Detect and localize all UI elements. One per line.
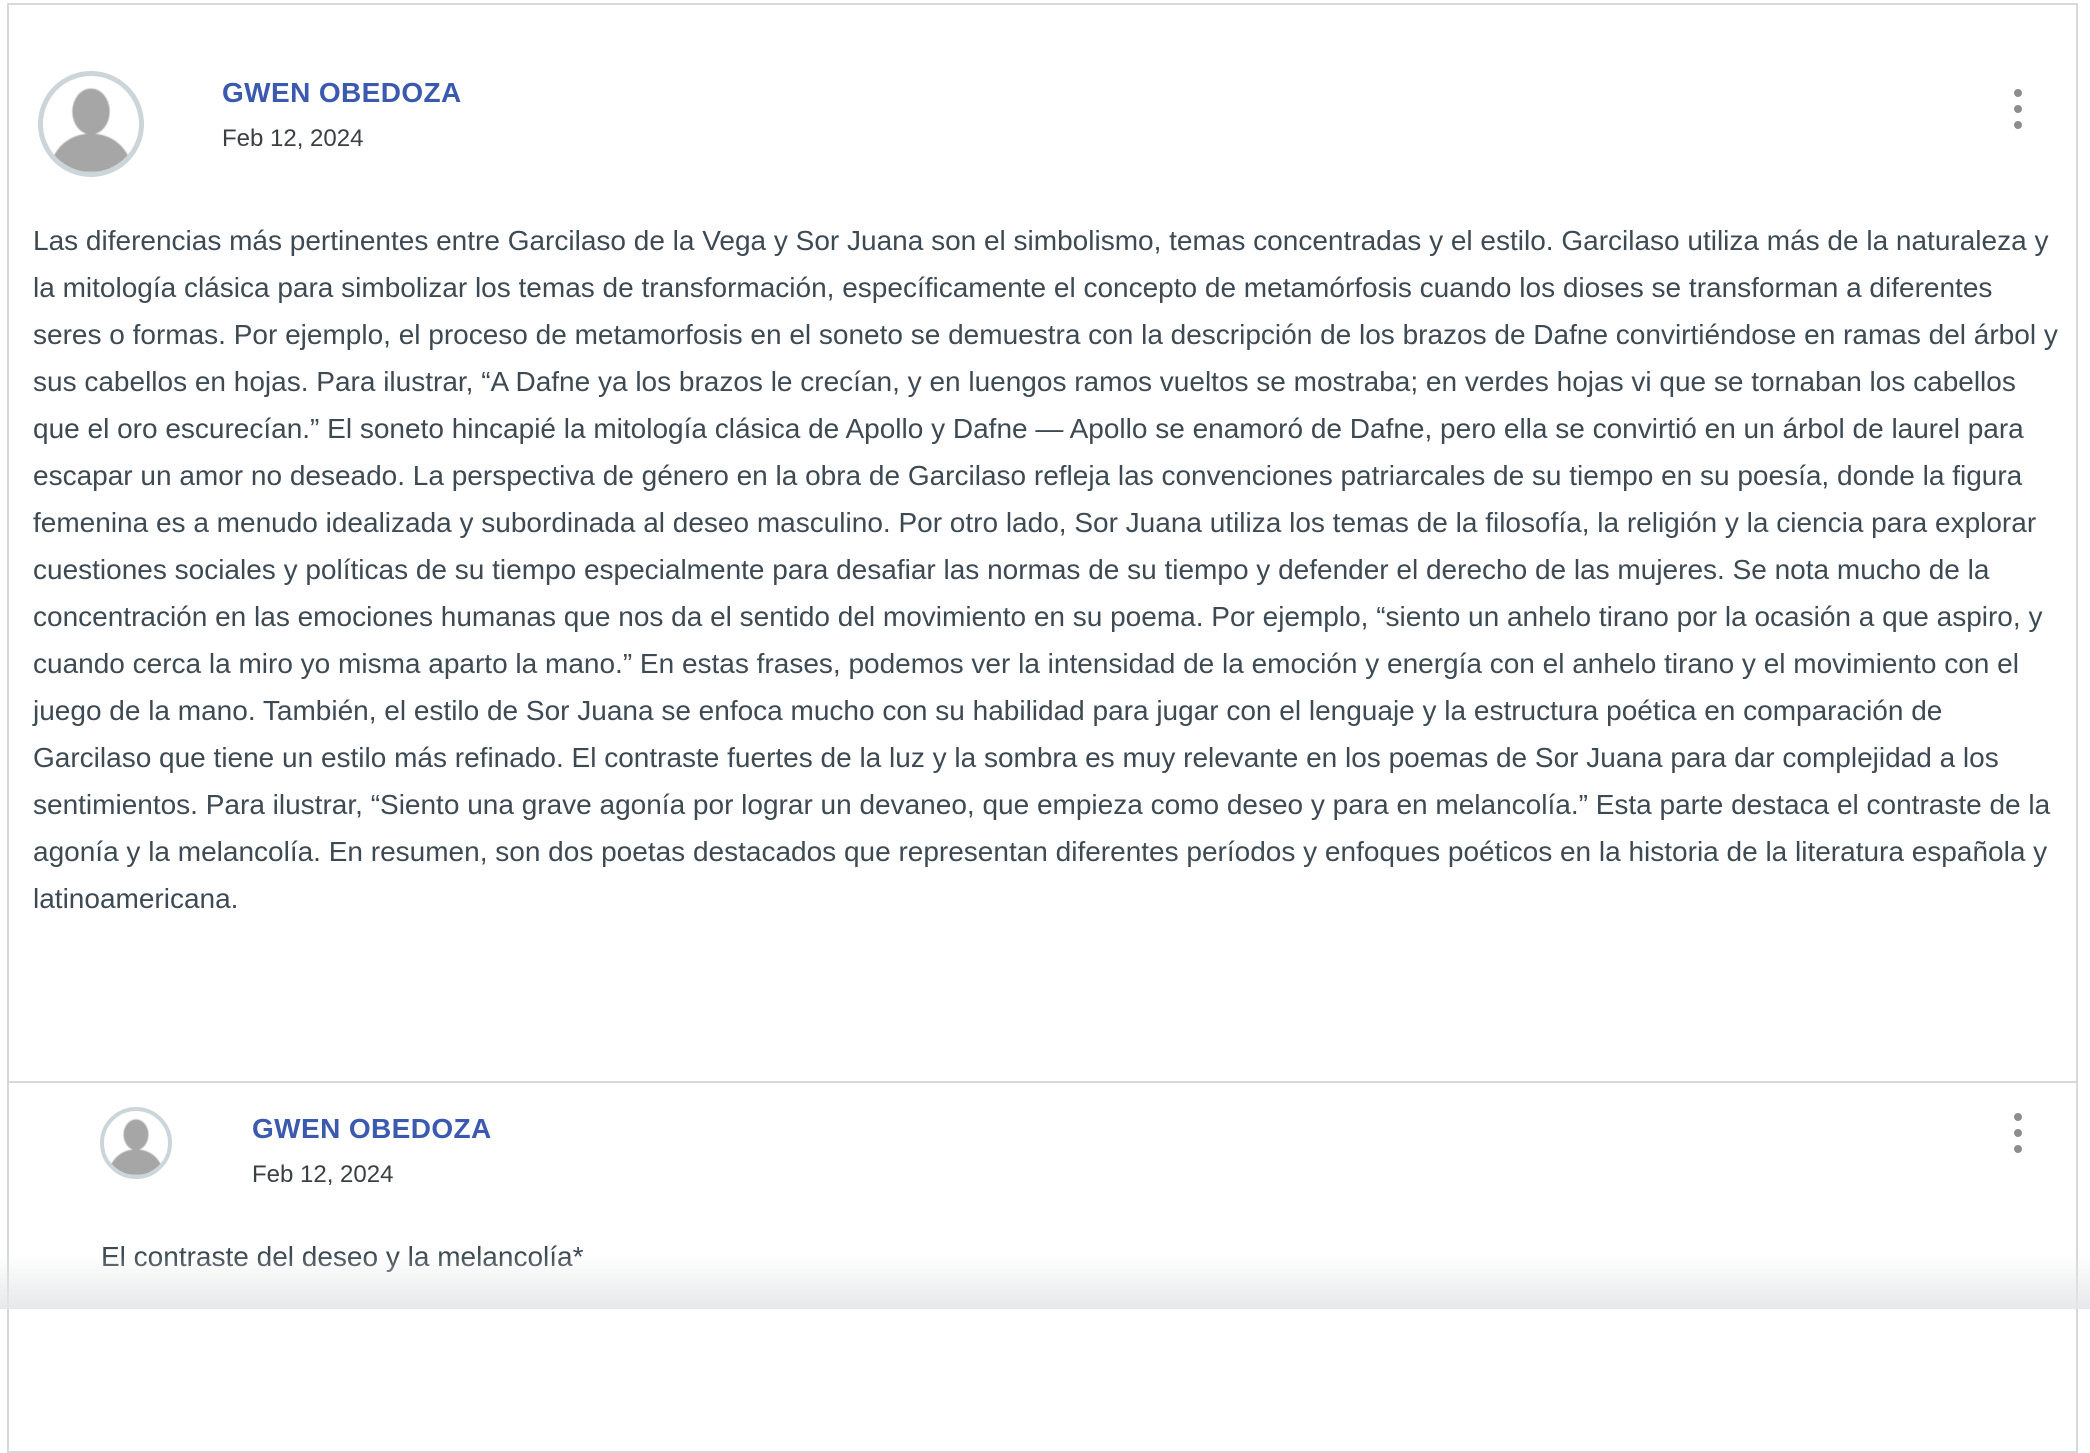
kebab-dot: [2014, 105, 2022, 113]
post-divider: [7, 1081, 2078, 1083]
avatar: [100, 1107, 172, 1179]
kebab-dot: [2014, 1145, 2022, 1153]
post-header: [222, 77, 462, 153]
post-header: [252, 1113, 492, 1189]
avatar: [38, 71, 144, 177]
kebab-dot: [2014, 89, 2022, 97]
author-name: GWEN OBEDOZA: [222, 77, 462, 109]
person-silhouette-icon: [104, 1111, 168, 1175]
post-body: Las diferencias más pertinentes entre Garcilaso de la Vega y Sor Juana son el simbolismo, temas concentradas y el estilo. Garcilaso utiliza más de la naturaleza y la mitología clásica para simbolizar los temas de transformación, específicamente el concepto de metamórfosis cuando los dioses se transforman a diferentes seres o formas. Por ejemplo, el proceso de metamorfosis en el soneto se demuestra con la descripción de los brazos de Dafne convirtiéndose en ramas del árbol y sus cabellos en hojas. Para ilustrar, “A Dafne ya los brazos le crecían, y en luengos ramos vueltos se mostraba; en verdes hojas vi que se tornaban los cabellos que el oro escurecían.” El soneto hincapié la mitología clásica de Apollo y Dafne — Apollo se enamoró de Dafne, pero ella se convirtió en un árbol de laurel para escapar un amor no deseado. La perspectiva de género en la obra de Garcilaso refleja las convenciones patriarcales de su tiempo en su poesía, donde la figura femenina es a menudo idealizada y subordinada al deseo masculino. Por otro lado, Sor Juana utiliza los temas de la filosofía, la religión y la ciencia para explorar cuestiones sociales y políticas de su tiempo especialmente para desafiar las normas de su tiempo y defender el derecho de las mujeres. Se nota mucho de la concentración en las emociones humanas que nos da el sentido del movimiento en su poema. Por ejemplo, “siento un anhelo tirano por la ocasión a que aspiro, y cuando cerca la miro yo misma aparto la mano.” En estas frases, podemos ver la intensidad de la emoción y energía con el anhelo tirano y el movimiento con el juego de la mano. También, el estilo de Sor Juana se enfoca mucho con su habilidad para jugar con el lenguaje y la estructura poética en comparación de Garcilaso que tiene un estilo más refinado. El contraste fuertes de la luz y la sombra es muy relevante en los poemas de Sor Juana para dar complejidad a los sentimientos. Para ilustrar, “Siento una grave agonía por lograr un devaneo, que empieza como deseo y para en melancolía.” Esta parte destaca el contraste de la agonía y la melancolía. En resumen, son dos poetas destacados que representan diferentes períodos y enfoques poéticos en la historia de la literatura española y latinoamericana.: [33, 217, 2059, 922]
kebab-dot: [2014, 121, 2022, 129]
kebab-menu-icon[interactable]: [2000, 1111, 2036, 1155]
person-silhouette-icon: [43, 76, 139, 172]
post-date: Feb 12, 2024: [252, 1161, 492, 1189]
author-name: GWEN OBEDOZA: [252, 1113, 492, 1145]
kebab-menu-icon[interactable]: [2000, 87, 2036, 131]
post-body: El contraste del deseo y la melancolía*: [101, 1237, 2001, 1277]
post-date: Feb 12, 2024: [222, 125, 462, 153]
kebab-dot: [2014, 1129, 2022, 1137]
comment-thread-card: [7, 3, 2078, 1453]
kebab-dot: [2014, 1113, 2022, 1121]
